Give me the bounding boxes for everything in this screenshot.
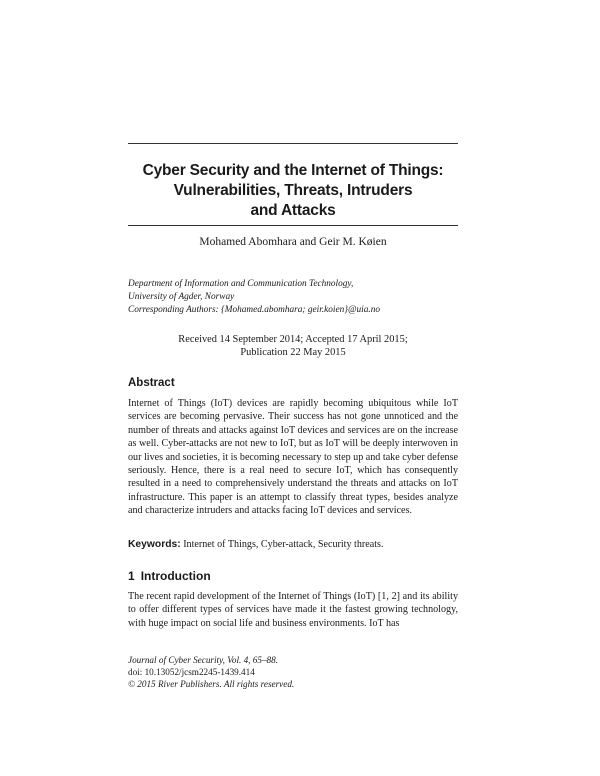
affiliation: [128, 278, 458, 317]
journal-copyright: © 2015 River Publishers. All rights reserved.: [128, 679, 295, 689]
title-line-3: and Attacks: [250, 202, 336, 219]
keywords-text: Internet of Things, Cyber-attack, Security threats.: [183, 539, 384, 550]
abstract-body: Internet of Things (IoT) devices are rapidly becoming ubiquitous while IoT services are becoming pervasive. Their success has not gone unnoticed and the number of threats and attacks against IoT devices and services are on the increase as well. Cyber-attacks are not new to IoT, but as IoT will be deeply interwoven in our lives and societies, it is becoming necessary to step up and take cyber defense seriously. Hence, there is a real need to secure IoT, which has consequently resulted in a need to comprehensively understand the threats and attacks on IoT infrastructure. This paper is an attempt to classify threat types, besides analyze and characterize intruders and attacks facing IoT devices and services.: [128, 398, 458, 517]
publication-dates: [128, 333, 458, 359]
abstract-heading: Abstract: [128, 377, 175, 389]
keywords: [128, 539, 458, 550]
title-line-1: Cyber Security and the Internet of Things:: [142, 162, 444, 179]
introduction-body: The recent rapid development of the Internet of Things (IoT) [1, 2] and its ability to offer different types of services have made it the fastest growing technology, with huge impact on social life and business environments. IoT has: [128, 591, 458, 629]
introduction-heading: [128, 569, 211, 583]
journal-doi: doi: 10.13052/jcsm2245-1439.414: [128, 667, 255, 677]
journal-footer: [128, 654, 458, 690]
title-line-2: Vulnerabilities, Threats, Intruders: [173, 182, 413, 199]
section-title: Introduction: [140, 569, 211, 583]
dates-line-2: Publication 22 May 2015: [240, 347, 346, 358]
affiliation-line-3: Corresponding Authors: {Mohamed.abomhara; geir.koien}@uia.no: [128, 305, 381, 315]
keywords-label: Keywords:: [128, 539, 181, 550]
paper-title: [128, 161, 458, 221]
dates-line-1: Received 14 September 2014; Accepted 17 April 2015;: [178, 334, 408, 345]
title-rule: [128, 225, 458, 226]
section-number: 1: [128, 569, 135, 583]
top-rule: [128, 143, 458, 144]
authors: Mohamed Abomhara and Geir M. Køien: [199, 236, 387, 248]
affiliation-line-1: Department of Information and Communication Technology,: [128, 279, 354, 289]
affiliation-line-2: University of Agder, Norway: [128, 292, 235, 302]
journal-citation: Journal of Cyber Security, Vol. 4, 65–88.: [128, 655, 279, 665]
